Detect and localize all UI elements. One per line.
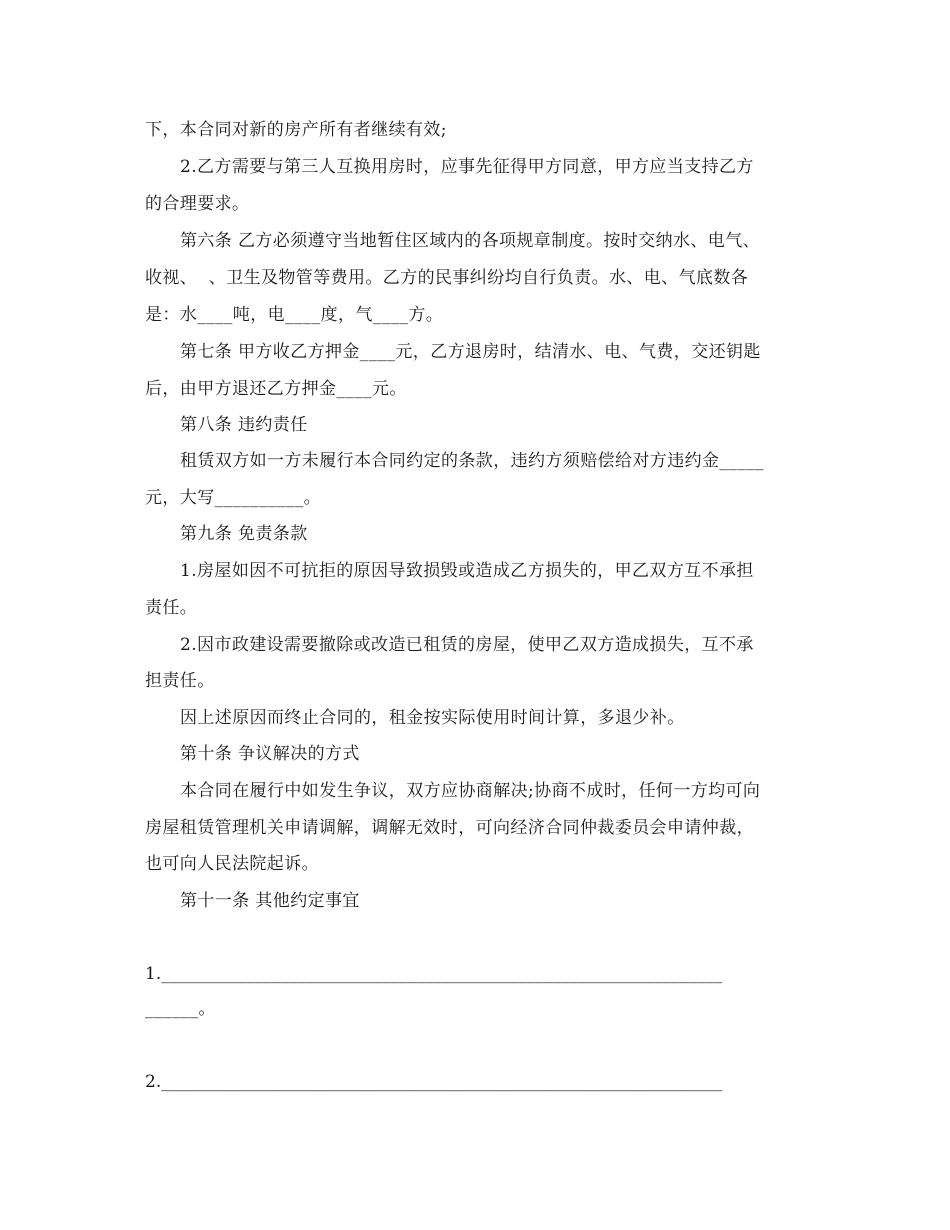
section-heading: 第八条 违约责任 bbox=[180, 415, 308, 435]
text-line: 担责任。 bbox=[145, 671, 215, 691]
section-heading: 第九条 免责条款 bbox=[180, 524, 308, 544]
text-line: 是：水____吨，电____度，气____方。 bbox=[145, 305, 444, 325]
text-line: 2.乙方需要与第三人互换用房时，应事先征得甲方同意，甲方应当支持乙方 bbox=[180, 157, 754, 177]
text-line: 本合同在履行中如发生争议，双方应协商解决;协商不成时，任何一方均可向 bbox=[180, 781, 761, 801]
text-line: 收视、 、卫生及物管等费用。乙方的民事纠纷均自行负责。水、电、气底数各 bbox=[145, 268, 749, 288]
text-line: 1.房屋如因不可抗拒的原因导致损毁或造成乙方损失的，甲乙双方互不承担 bbox=[180, 561, 754, 581]
text-line: 房屋租赁管理机关申请调解，调解无效时，可向经济合同仲裁委员会申请仲裁， bbox=[145, 818, 754, 838]
text-line: 因上述原因而终止合同的，租金按实际使用时间计算，多退少补。 bbox=[180, 708, 685, 728]
section-heading: 第十条 争议解决的方式 bbox=[180, 744, 360, 764]
text-line: 也可向人民法院起诉。 bbox=[145, 854, 319, 874]
text-line: 责任。 bbox=[145, 598, 198, 618]
fill-in-line: 1.__________________________________________________________________ bbox=[145, 964, 723, 984]
text-line: 租赁双方如一方未履行本合同约定的条款，违约方须赔偿给对方违约金_____ bbox=[180, 451, 764, 471]
text-line: 下，本合同对新的房产所有者继续有效; bbox=[145, 120, 447, 140]
text-line: 后，由甲方退还乙方押金____元。 bbox=[145, 379, 407, 399]
text-line: 第七条 甲方收乙方押金____元，乙方退房时，结清水、电、气费，交还钥匙 bbox=[180, 342, 761, 362]
text-line: ______。 bbox=[145, 999, 216, 1019]
text-line: 元，大写__________。 bbox=[145, 488, 321, 508]
fill-in-line: 2.__________________________________________________________________ bbox=[145, 1072, 723, 1092]
text-line: 的合理要求。 bbox=[145, 194, 250, 214]
text-line: 2.因市政建设需要撤除或改造已租赁的房屋，使甲乙双方造成损失，互不承 bbox=[180, 635, 754, 655]
text-line: 第六条 乙方必须遵守当地暂住区域内的各项规章制度。按时交纳水、电气、 bbox=[180, 231, 761, 251]
section-heading: 第十一条 其他约定事宜 bbox=[180, 891, 360, 911]
